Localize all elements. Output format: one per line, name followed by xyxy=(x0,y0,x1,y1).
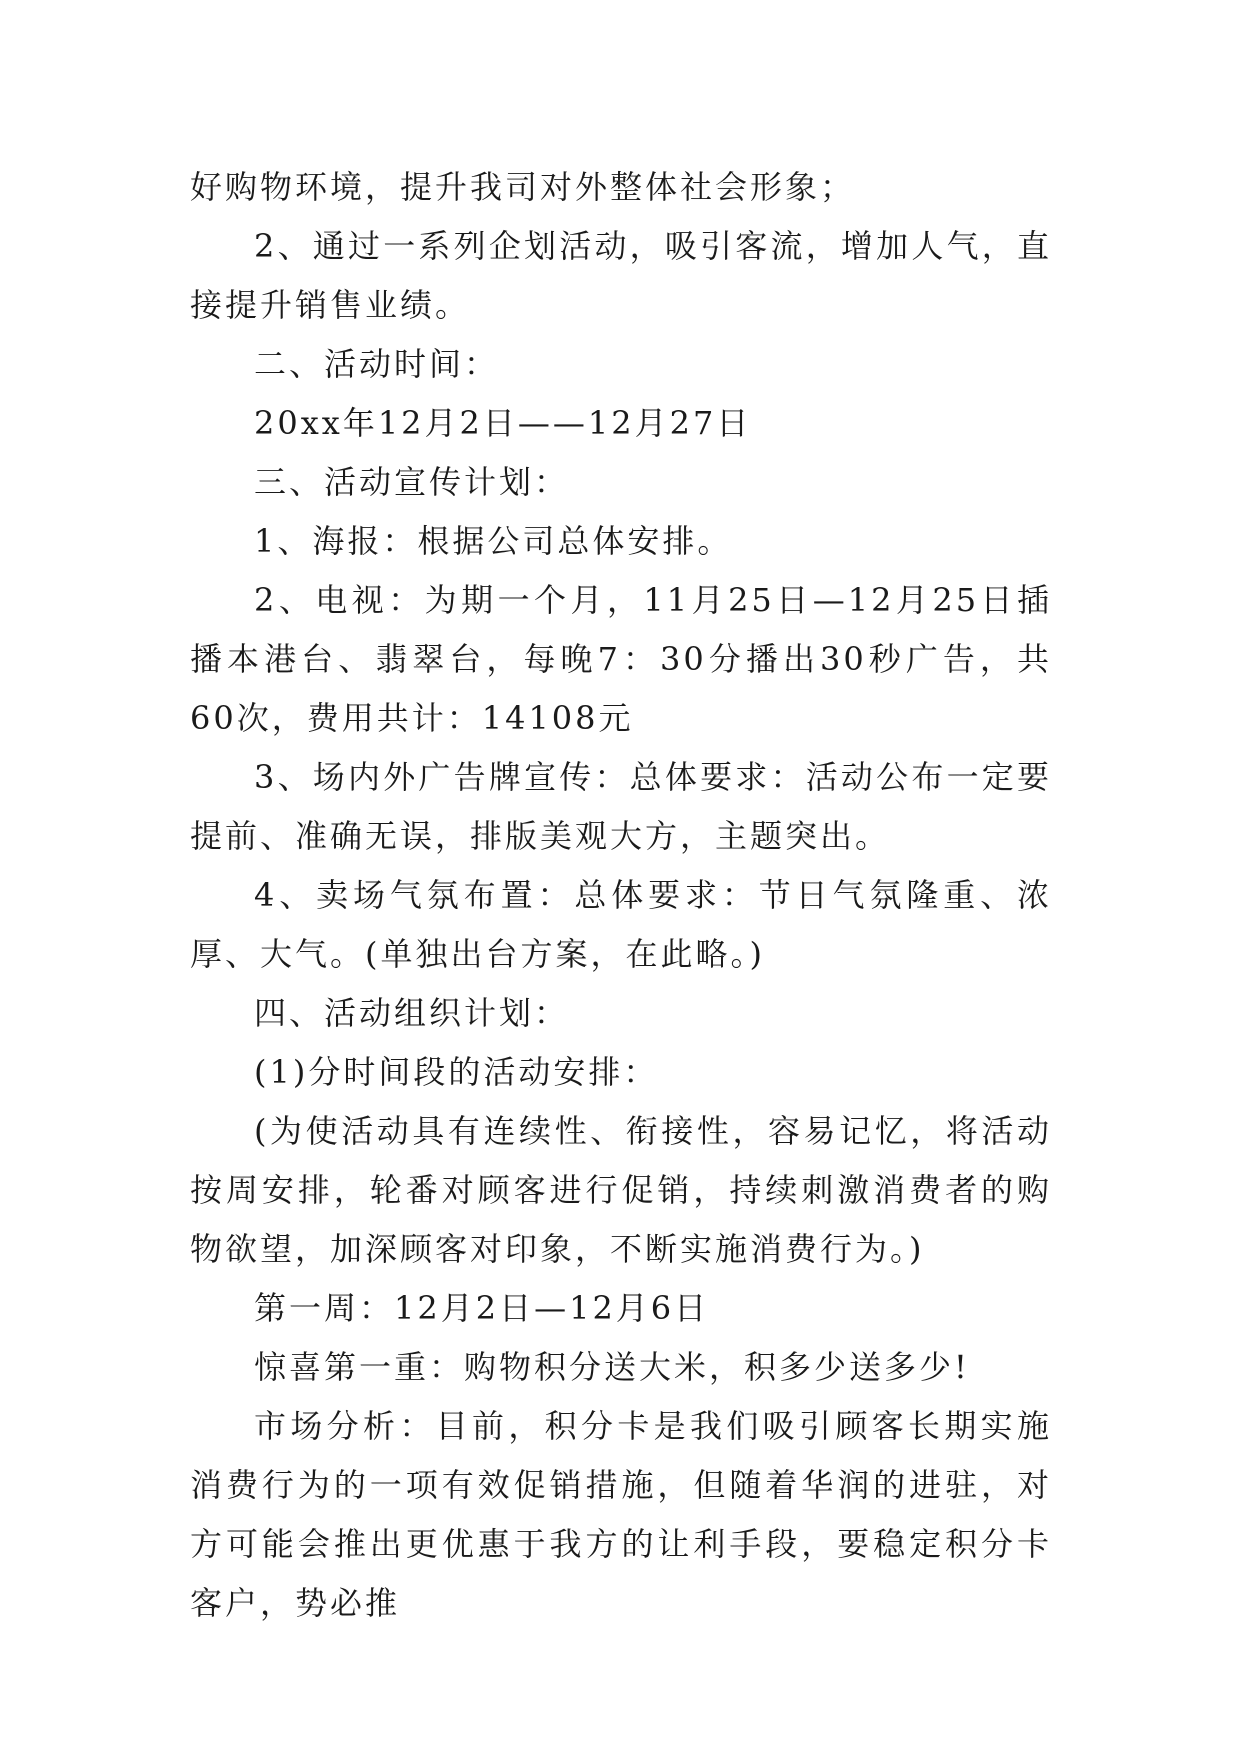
paragraph-tv: 2、电视：为期一个月，11月25日—12月25日插播本港台、翡翠台，每晚7：30分播出30秒广告，共60次，费用共计：14108元 xyxy=(190,581,1052,737)
activity-date-range: 20xx年12月2日——12月27日 xyxy=(254,404,752,442)
document-body xyxy=(190,158,1052,1633)
section-heading-publicity-plan: 三、活动宣传计划： xyxy=(254,463,570,501)
paragraph-atmosphere: 4、卖场气氛布置：总体要求：节日气氛隆重、浓厚、大气。(单独出台方案，在此略。) xyxy=(190,876,1052,973)
surprise-one: 惊喜第一重：购物积分送大米，积多少送多少! xyxy=(254,1348,970,1386)
week-one-dates: 第一周：12月2日—12月6日 xyxy=(254,1289,710,1327)
paragraph-2: 2、通过一系列企划活动，吸引客流，增加人气，直接提升销售业绩。 xyxy=(190,227,1052,324)
paragraph-market-analysis: 市场分析：目前，积分卡是我们吸引顾客长期实施消费行为的一项有效促销措施，但随着华润的进驻，对方可能会推出更优惠于我方的让利手段，要稳定积分卡客户，势必推 xyxy=(190,1407,1052,1622)
paragraph-poster: 1、海报：根据公司总体安排。 xyxy=(254,522,733,560)
subheading-time-schedule: (1)分时间段的活动安排： xyxy=(254,1053,659,1091)
paragraph-schedule-note: (为使活动具有连续性、衔接性，容易记忆，将活动按周安排，轮番对顾客进行促销，持续刺激消费者的购物欲望，加深顾客对印象，不断实施消费行为。) xyxy=(190,1112,1052,1268)
paragraph-billboard: 3、场内外广告牌宣传：总体要求：活动公布一定要提前、准确无误，排版美观大方，主题突出。 xyxy=(190,758,1052,855)
paragraph-1: 好购物环境，提升我司对外整体社会形象； xyxy=(190,168,856,206)
section-heading-activity-time: 二、活动时间： xyxy=(254,345,500,383)
section-heading-organization-plan: 四、活动组织计划： xyxy=(254,994,570,1032)
